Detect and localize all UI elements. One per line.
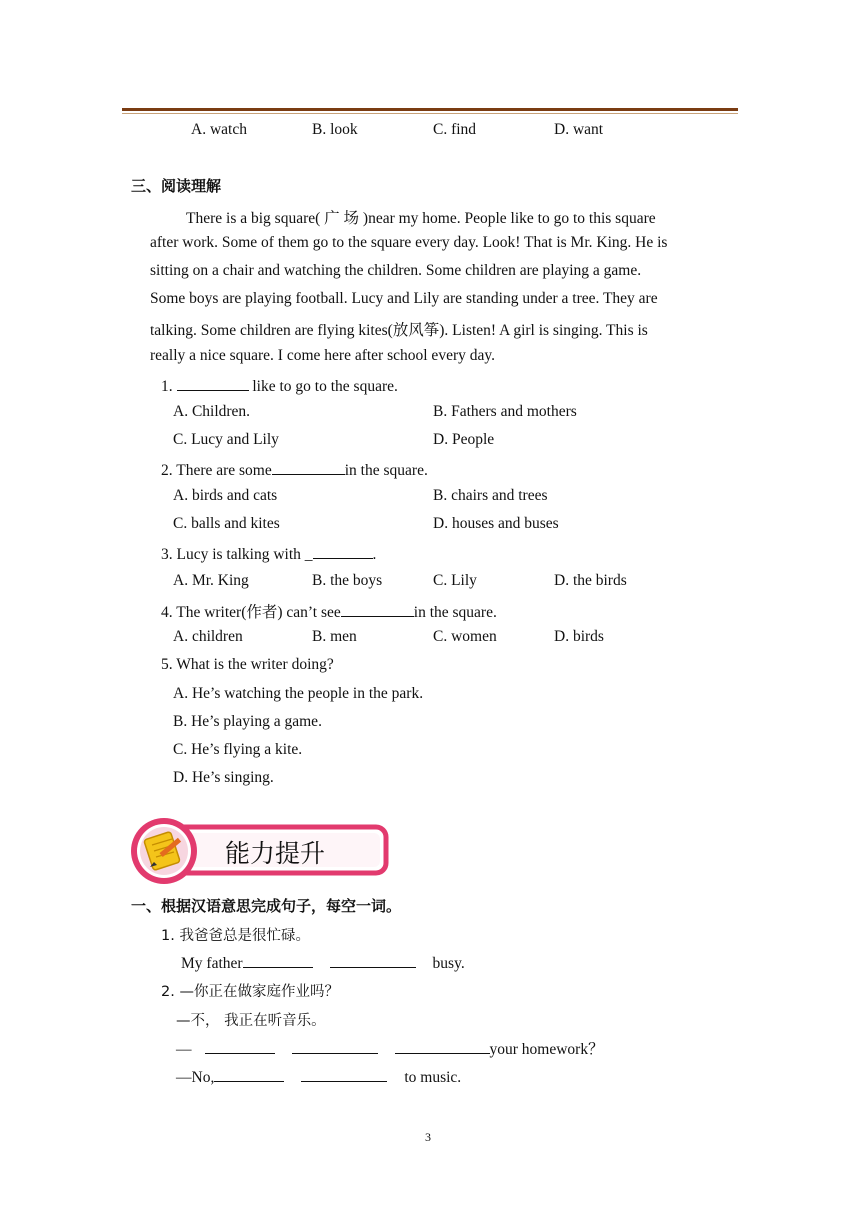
passage-line: sitting on a chair and watching the children. Some children are playing a game. <box>150 262 642 279</box>
question-text: 3. Lucy is talking with _ <box>161 546 313 563</box>
answer-blank[interactable] <box>243 952 313 968</box>
answer-option: A. children <box>173 628 243 645</box>
header-rule <box>122 108 738 111</box>
option-c: C. find <box>433 121 477 138</box>
answer-option: D. houses and buses <box>433 515 559 532</box>
answer-option: A. He’s watching the people in the park. <box>173 685 424 702</box>
question-2 <box>161 459 428 480</box>
answer-option: D. the birds <box>554 572 627 589</box>
answer-blank[interactable] <box>330 952 416 968</box>
answer-option: A. birds and cats <box>173 487 278 504</box>
question-text: — <box>176 1041 192 1058</box>
section-banner <box>128 815 390 887</box>
answer-option: D. birds <box>554 628 604 645</box>
answer-option: A. Children. <box>173 403 251 420</box>
question-2-cn: 2. —你正在做家庭作业吗？ <box>161 984 339 1000</box>
answer-blank[interactable] <box>301 1066 387 1082</box>
answer-blank[interactable] <box>177 375 249 391</box>
answer-option: C. balls and kites <box>173 515 280 532</box>
question-3 <box>161 543 376 564</box>
question-text: in the square. <box>344 462 428 479</box>
question-text: to music. <box>404 1069 462 1086</box>
question-text: like to go to the square. <box>248 378 398 395</box>
answer-option: B. He’s playing a game. <box>173 713 322 730</box>
answer-blank[interactable] <box>205 1038 275 1054</box>
question-text: —No, <box>176 1069 215 1086</box>
answer-blank[interactable] <box>341 601 414 617</box>
option-d: D. want <box>554 121 604 138</box>
answer-option: D. He’s singing. <box>173 769 274 786</box>
question-text: 1. <box>161 378 177 395</box>
banner-title: 能力提升 <box>225 839 326 868</box>
answer-option: C. He’s flying a kite. <box>173 741 303 758</box>
question-5: 5. What is the writer doing? <box>161 656 334 673</box>
answer-option: B. Fathers and mothers <box>433 403 577 420</box>
question-text: 2. There are some <box>161 462 272 479</box>
passage-line: Some boys are playing football. Lucy and Lily are standing under a tree. They are <box>150 290 658 307</box>
answer-option: A. Mr. King <box>173 572 249 589</box>
answer-option: B. men <box>312 628 357 645</box>
question-1-en <box>181 952 465 973</box>
question-text: your homework？ <box>489 1041 604 1058</box>
question-text: . <box>372 546 377 563</box>
question-2-en <box>176 1037 604 1059</box>
section-heading-translation: 一、根据汉语意思完成句子，每空一词。 <box>131 897 402 915</box>
answer-blank[interactable] <box>292 1038 378 1054</box>
question-text: 4. The writer(作者) can’t see <box>161 604 341 621</box>
question-2-cn-reply: —不， 我正在听音乐。 <box>176 1013 326 1029</box>
answer-option: C. Lily <box>433 572 477 589</box>
answer-option: B. chairs and trees <box>433 487 548 504</box>
header-rule-thin <box>122 113 738 114</box>
answer-option: C. women <box>433 628 497 645</box>
question-1-cn: 1. 我爸爸总是很忙碌。 <box>161 928 310 944</box>
passage-line: There is a big square( 广 场 )near my home. People like to go to this square <box>186 210 656 227</box>
option-b: B. look <box>312 121 358 138</box>
question-1 <box>161 375 398 396</box>
question-4 <box>161 600 497 622</box>
passage-line: really a nice square. I come here after school every day. <box>150 347 495 364</box>
passage-line: after work. Some of them go to the square every day. Look! That is Mr. King. He is <box>150 234 668 251</box>
answer-blank[interactable] <box>272 459 345 475</box>
question-text: My father <box>181 955 243 972</box>
section-heading-reading: 三、阅读理解 <box>131 177 222 195</box>
question-text: busy. <box>432 955 465 972</box>
question-text: in the square. <box>413 604 497 621</box>
answer-blank[interactable] <box>395 1038 490 1054</box>
question-2-en-reply <box>176 1066 461 1087</box>
page-number: 3 <box>425 1130 431 1144</box>
passage-line: talking. Some children are flying kites(放风筝). Listen! A girl is singing. This is <box>150 322 648 339</box>
answer-blank[interactable] <box>313 543 373 559</box>
answer-option: C. Lucy and Lily <box>173 431 279 448</box>
option-a: A. watch <box>191 121 247 138</box>
answer-option: B. the boys <box>312 572 383 589</box>
answer-option: D. People <box>433 431 495 448</box>
answer-blank[interactable] <box>214 1066 284 1082</box>
